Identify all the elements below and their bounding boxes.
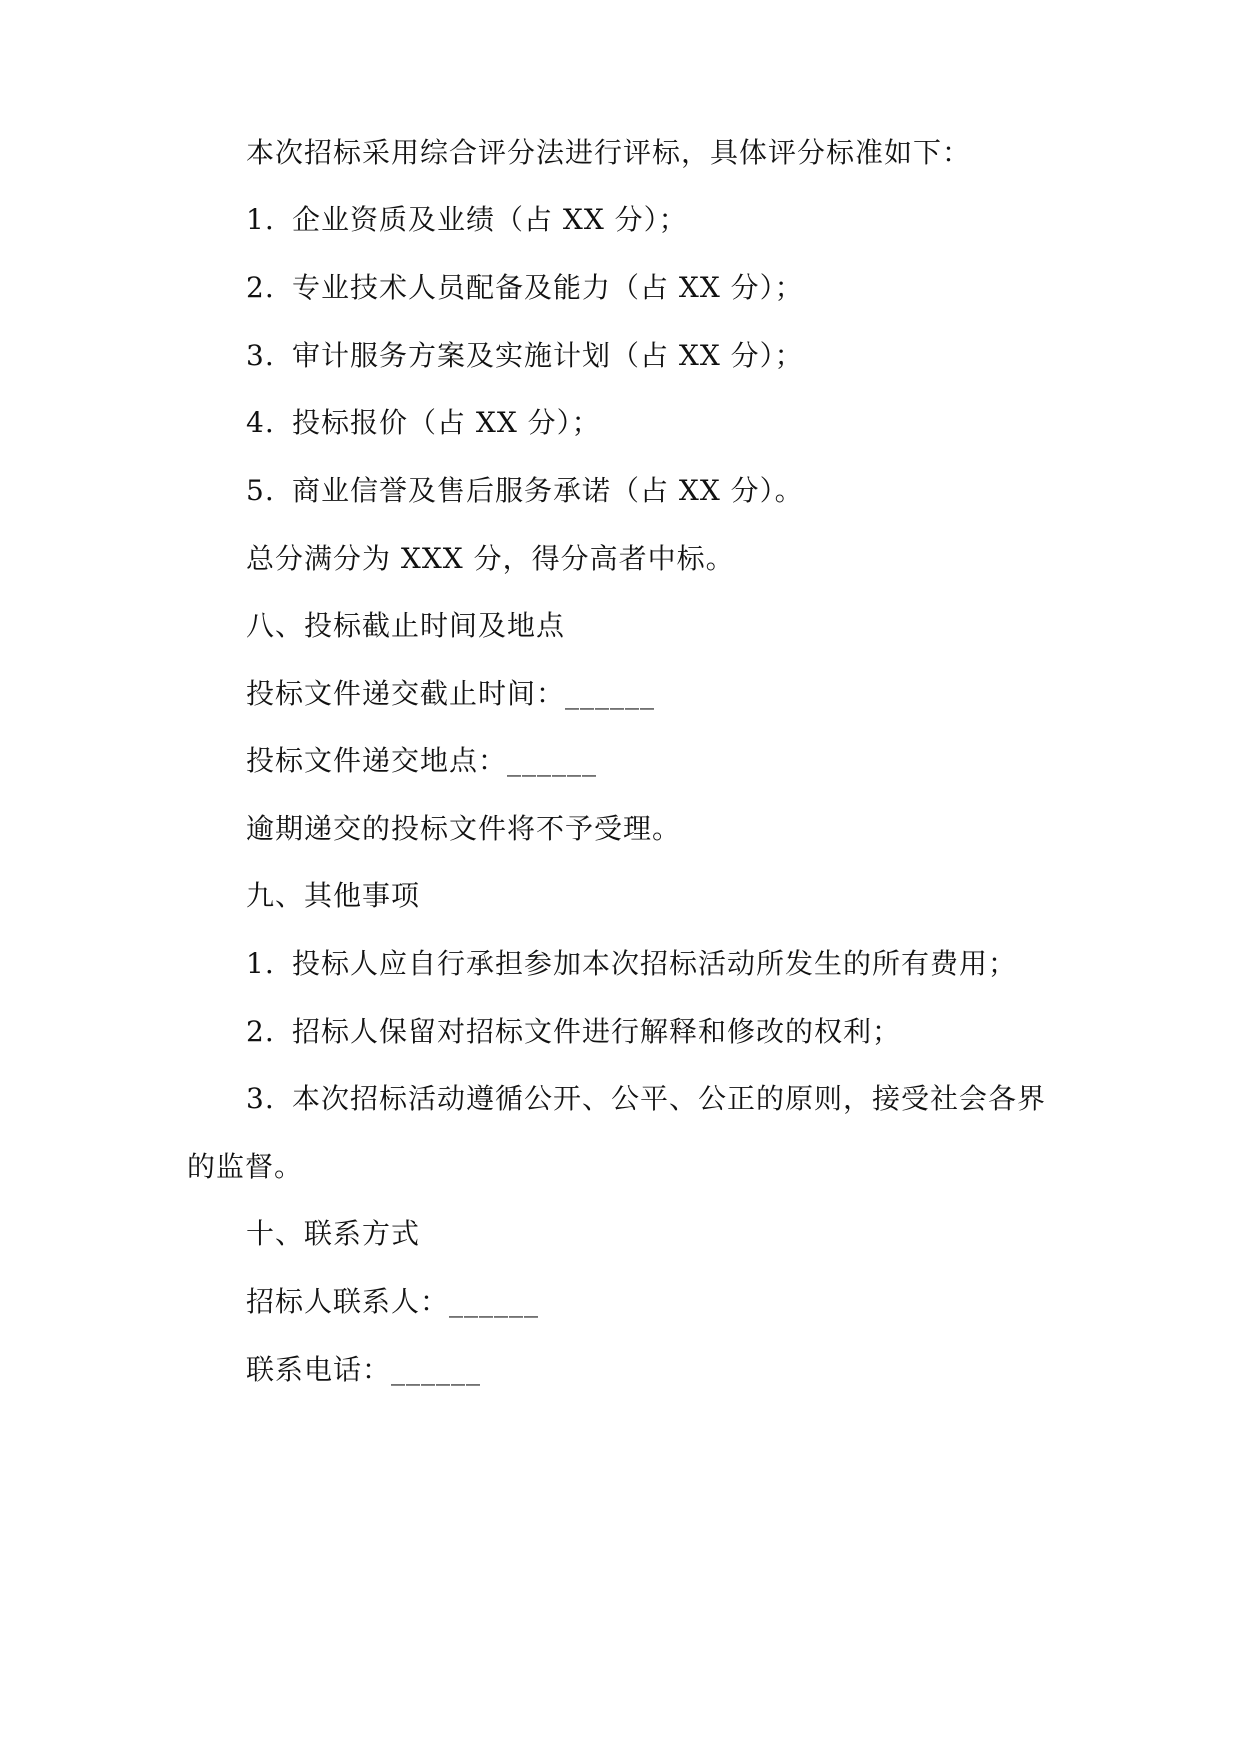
criteria-number: 3.: [246, 339, 275, 372]
contact-person-field: 招标人联系人：______: [246, 1285, 540, 1318]
other-item: [246, 1012, 901, 1052]
late-submission-note: 逾期递交的投标文件将不予受理。: [246, 812, 682, 845]
criteria-text: 审计服务方案及实施计划（占 XX 分）；: [292, 339, 804, 372]
section8-heading: 八、投标截止时间及地点: [246, 609, 566, 642]
criteria-number: 4.: [246, 406, 275, 439]
location-field: 投标文件递交地点：______: [246, 744, 598, 777]
criteria-item: [246, 200, 688, 240]
criteria-text: 商业信誉及售后服务承诺（占 XX 分）。: [292, 474, 804, 507]
other-item: [246, 944, 1017, 984]
section9-heading: 九、其他事项: [246, 879, 421, 912]
criteria-number: 1.: [246, 203, 275, 236]
section10-heading: 十、联系方式: [246, 1217, 421, 1250]
total-score-note: 总分满分为 XXX 分，得分高者中标。: [246, 542, 735, 575]
criteria-text: 专业技术人员配备及能力（占 XX 分）；: [292, 271, 804, 304]
criteria-number: 2.: [246, 271, 275, 304]
other-item-number: 2.: [246, 1015, 275, 1048]
other-item-number: 3.: [246, 1082, 275, 1115]
other-item-continuation: 的监督。: [187, 1150, 304, 1183]
other-item-text: 招标人保留对招标文件进行解释和修改的权利；: [292, 1015, 902, 1048]
other-item-number: 1.: [246, 947, 275, 980]
criteria-text: 投标报价（占 XX 分）；: [292, 406, 601, 439]
criteria-number: 5.: [246, 474, 275, 507]
other-item-text: 投标人应自行承担参加本次招标活动所发生的所有费用；: [292, 947, 1018, 980]
criteria-item: [246, 268, 804, 308]
criteria-item: [246, 471, 804, 511]
criteria-item: [246, 403, 601, 443]
phone-field: 联系电话：______: [246, 1353, 482, 1386]
other-item-text: 本次招标活动遵循公开、公平、公正的原则，接受社会各界: [292, 1082, 1047, 1115]
scoring-intro: 本次招标采用综合评分法进行评标，具体评分标准如下：: [246, 136, 972, 169]
criteria-item: [246, 336, 804, 376]
other-item: [246, 1079, 1046, 1119]
criteria-text: 企业资质及业绩（占 XX 分）；: [292, 203, 688, 236]
deadline-field: 投标文件递交截止时间：______: [246, 677, 656, 710]
